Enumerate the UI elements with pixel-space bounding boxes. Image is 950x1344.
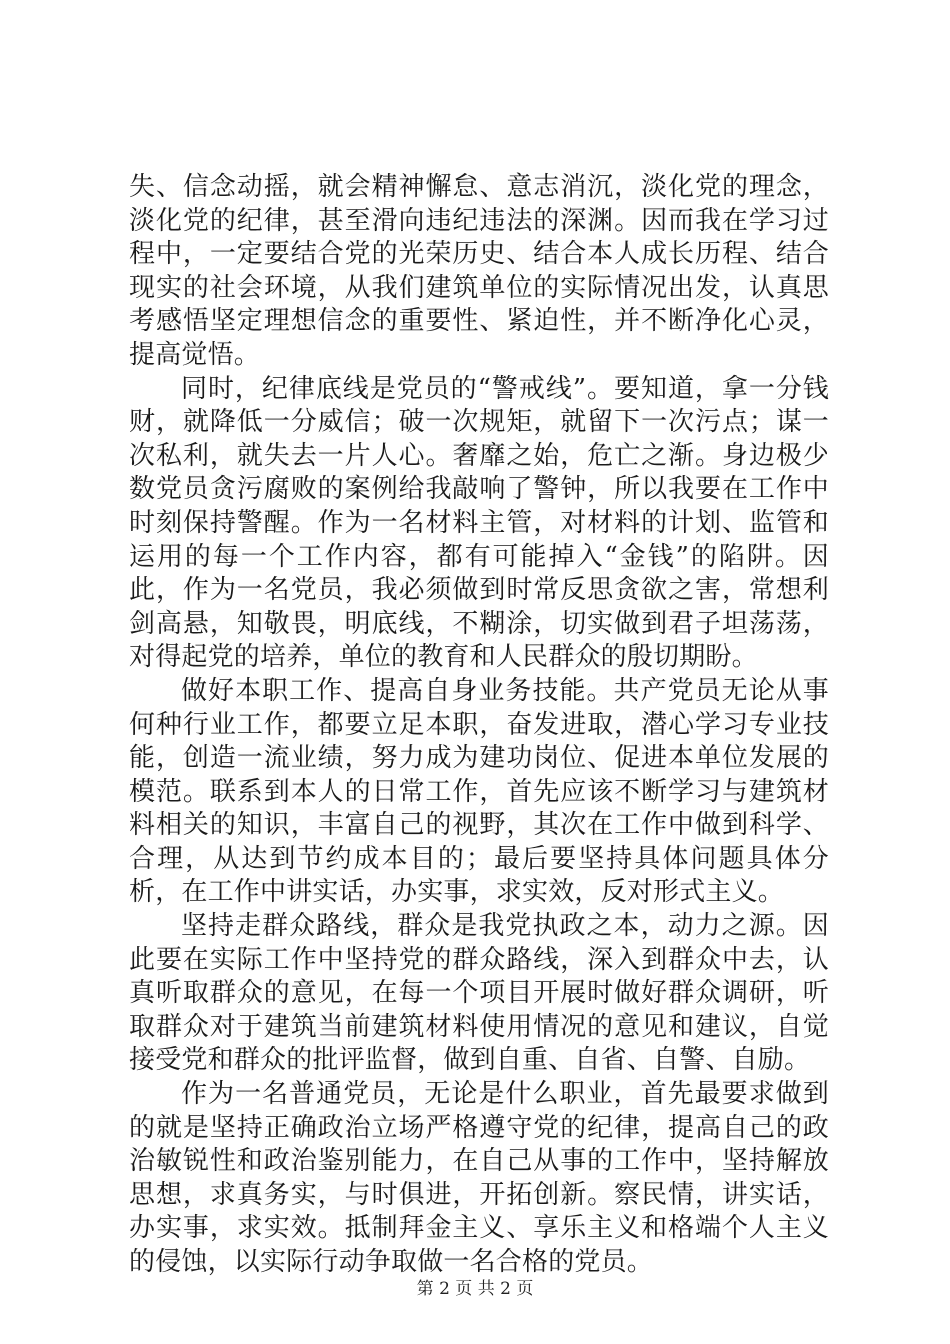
paragraph-5: 作为一名普通党员，无论是什么职业，首先最要求做到的就是坚持正确政治立场严格遵守党的纪律，提高自己的政治敏锐性和政治鉴别能力，在自己从事的工作中，坚持解放思想，求真务实，与时俱进，开拓创新。察民情，讲实话，办实事，求实效。抵制拜金主义、享乐主义和格端个人主义的侵蚀，以实际行动争取做一名合格的党员。 (129, 1079, 829, 1277)
page-number-footer: 第 2 页 共 2 页 (416, 1279, 534, 1299)
paragraph-3: 做好本职工作、提高自身业务技能。共产党员无论从事何种行业工作，都要立足本职，奋发进取，潜心学习专业技能，创造一流业绩，努力成为建功岗位、促进本单位发展的模范。联系到本人的日常工作，首先应该不断学习与建筑材料相关的知识，丰富自己的视野，其次在工作中做到科学、合理，从达到节约成本目的；最后要坚持具体问题具体分析，在工作中讲实话，办实事，求实效，反对形式主义。 (129, 675, 829, 908)
paragraph-4: 坚持走群众路线，群众是我党执政之本，动力之源。因此要在实际工作中坚持党的群众路线，深入到群众中去，认真听取群众的意见，在每一个项目开展时做好群众调研，听取群众对于建筑当前建筑材料使用情况的意见和建议，自觉接受党和群众的批评监督，做到自重、自省、自警、自励。 (129, 911, 829, 1076)
paragraph-1: 失、信念动摇，就会精神懈怠、意志消沉，淡化党的理念，淡化党的纪律，甚至滑向违纪违法的深渊。因而我在学习过程中，一定要结合党的光荣历史、结合本人成长历程、结合现实的社会环境，从我们建筑单位的实际情况出发，认真思考感悟坚定理想信念的重要性、紧迫性，并不断净化心灵，提高觉悟。 (129, 172, 829, 370)
paragraph-2: 同时，纪律底线是党员的“警戒线”。要知道，拿一分钱财，就降低一分威信；破一次规矩，就留下一次污点；谋一次私利，就失去一片人心。奢靡之始，危亡之渐。身边极少数党员贪污腐败的案例给我敲响了警钟，所以我要在工作中时刻保持警醒。作为一名材料主管，对材料的计划、监管和运用的每一个工作内容，都有可能掉入“金钱”的陷阱。因此，作为一名党员，我必须做到时常反思贪欲之害，常想利剑高悬，知敬畏，明底线，不糊涂，切实做到君子坦荡荡，对得起党的培养，单位的教育和人民群众的殷切期盼。 (129, 373, 829, 673)
document-body (129, 171, 829, 1280)
